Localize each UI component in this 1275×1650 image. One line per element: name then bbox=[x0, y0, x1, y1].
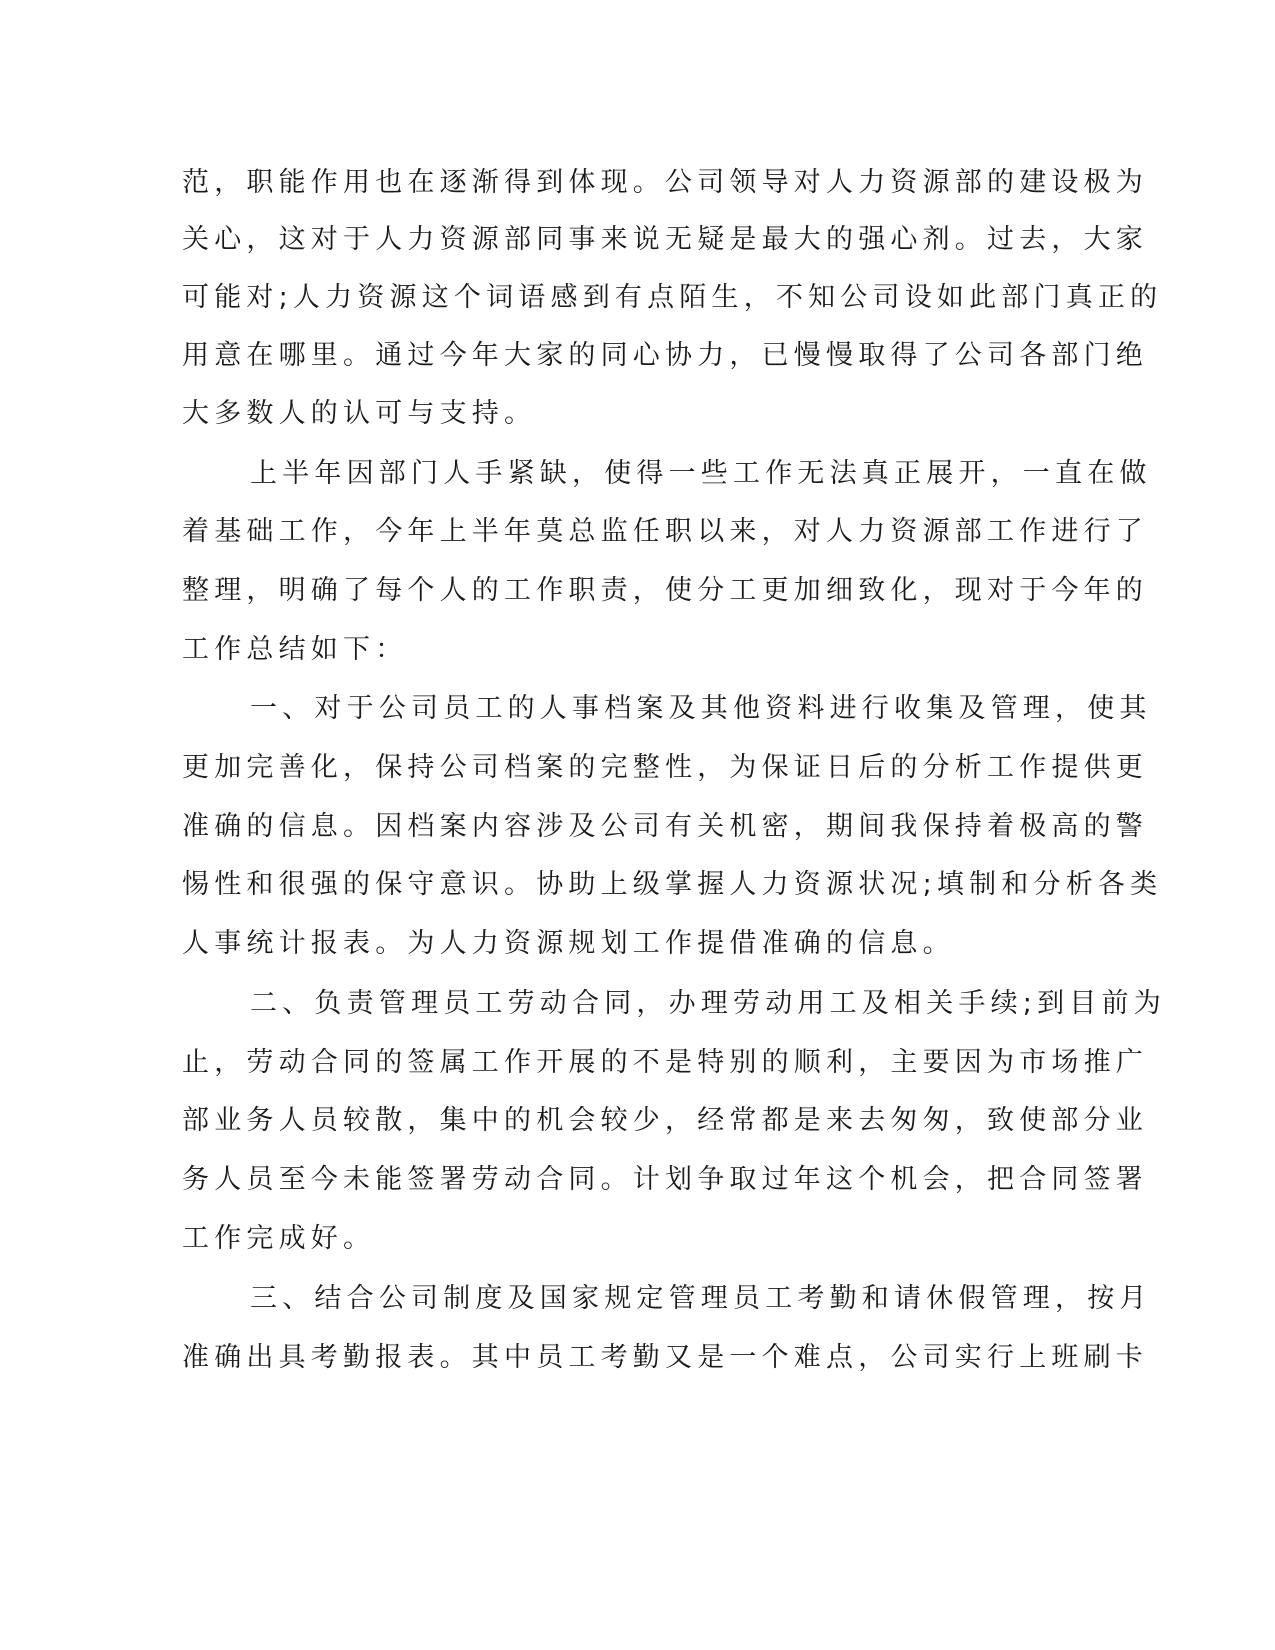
text-line: 准确的信息。因档案内容涉及公司有关机密，期间我保持着极高的警 bbox=[182, 811, 1148, 842]
paragraph-first-line: 上半年因部门人手紧缺，使得一些工作无法真正展开，一直在做 bbox=[250, 458, 1152, 489]
paragraph-first-line: 二、负责管理员工劳动合同，办理劳动用工及相关手续;到目前为 bbox=[250, 988, 1166, 1019]
text-line: 用意在哪里。通过今年大家的同心协力，已慢慢取得了公司各部门绝 bbox=[182, 340, 1148, 371]
paragraph-first-line: 三、结合公司制度及国家规定管理员工考勤和请休假管理，按月 bbox=[250, 1283, 1152, 1314]
text-line: 更加完善化，保持公司档案的完整性，为保证日后的分析工作提供更 bbox=[182, 752, 1148, 783]
text-line: 整理，明确了每个人的工作职责，使分工更加细致化，现对于今年的 bbox=[182, 575, 1148, 606]
text-line: 部业务人员较散，集中的机会较少，经常都是来去匆匆，致使部分业 bbox=[182, 1105, 1148, 1136]
text-line: 范，职能作用也在逐渐得到体现。公司领导对人力资源部的建设极为 bbox=[182, 167, 1148, 198]
text-line: 人事统计报表。为人力资源规划工作提借准确的信息。 bbox=[182, 928, 955, 959]
text-line: 工作完成好。 bbox=[182, 1223, 376, 1254]
text-line: 着基础工作，今年上半年莫总监任职以来，对人力资源部工作进行了 bbox=[182, 516, 1148, 547]
text-line: 工作总结如下： bbox=[182, 634, 408, 665]
paragraph-first-line: 一、对于公司员工的人事档案及其他资料进行收集及管理，使其 bbox=[250, 693, 1152, 724]
text-line: 务人员至今未能签署劳动合同。计划争取过年这个机会，把合同签署 bbox=[182, 1164, 1148, 1195]
text-line: 关心，这对于人力资源部同事来说无疑是最大的强心剂。过去，大家 bbox=[182, 224, 1148, 255]
text-line: 止，劳动合同的签属工作开展的不是特别的顺利，主要因为市场推广 bbox=[182, 1047, 1148, 1078]
text-line: 准确出具考勤报表。其中员工考勤又是一个难点，公司实行上班刷卡 bbox=[182, 1342, 1148, 1373]
text-line: 惕性和很强的保守意识。协助上级掌握人力资源状况;填制和分析各类 bbox=[182, 869, 1163, 900]
text-line: 大多数人的认可与支持。 bbox=[182, 398, 537, 429]
text-line: 可能对;人力资源这个词语感到有点陌生，不知公司设如此部门真正的 bbox=[182, 282, 1163, 313]
